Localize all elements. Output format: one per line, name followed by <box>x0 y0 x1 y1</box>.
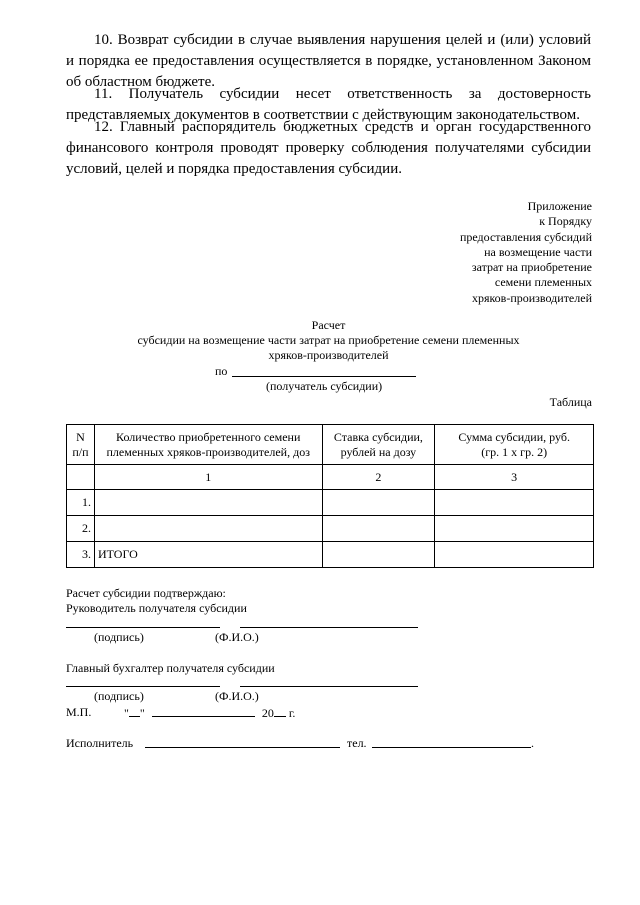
column-number-cell: 2 <box>322 465 435 490</box>
row-rate-cell[interactable] <box>322 516 435 542</box>
table-row-total <box>67 542 594 568</box>
head-fio-caption: (Ф.И.О.) <box>215 630 259 644</box>
paragraph-10: 10. Возврат субсидии в случае выявления нарушения целей и (или) условий и порядка ее предоставления осуществляется в порядке, установленном Законом об областном бюджете. <box>66 32 591 90</box>
paragraph-12: 12. Главный распорядитель бюджетных средств и орган государственного финансового контроля проводят проверку соблюдения получателями субсидии условий, целей и порядка предоставления субсидии. <box>66 119 591 177</box>
column-number-cell: 3 <box>435 465 594 490</box>
head-label: Руководитель получателя субсидии <box>66 601 247 615</box>
subsidy-table <box>66 424 594 568</box>
calc-subtitle-line1: субсидии на возмещение части затрат на приобретение семени племенных <box>137 333 520 347</box>
appendix-line: Приложение <box>527 199 592 213</box>
accountant-label: Главный бухгалтер получателя субсидии <box>66 661 275 675</box>
confirm-label: Расчет субсидии подтверждаю: <box>66 586 226 600</box>
header-cell-quantity: Количество приобретенного семени племенных хряков-производителей, доз <box>94 425 322 465</box>
po-label: по <box>215 364 228 378</box>
row-quantity-cell[interactable] <box>94 516 322 542</box>
header-cell-sum: Сумма субсидии, руб. (гр. 1 x гр. 2) <box>435 425 594 465</box>
date-day-field[interactable] <box>129 705 140 717</box>
column-number-cell <box>67 465 95 490</box>
head-fio-line[interactable] <box>240 627 418 628</box>
executor-label: Исполнитель <box>66 736 134 750</box>
table-row <box>67 516 594 542</box>
appendix-header <box>460 199 592 306</box>
accountant-fio-caption: (Ф.И.О.) <box>215 689 259 703</box>
header-cell-rate: Ставка субсидии, рублей на дозу <box>322 425 435 465</box>
table-header-row <box>67 425 594 465</box>
tel-label: тел. <box>347 736 367 750</box>
appendix-line: предоставления субсидий <box>459 229 592 244</box>
recipient-caption: (получатель субсидии) <box>266 379 383 393</box>
calc-subtitle-line2: хряков-производителей <box>268 348 389 362</box>
date-year-field[interactable] <box>274 705 286 717</box>
date-line: " " 20 г. <box>124 706 296 720</box>
row-number: 3. <box>67 542 95 568</box>
accountant-sign-caption: (подпись) <box>94 689 144 703</box>
column-number-row <box>67 465 594 490</box>
tel-field[interactable] <box>372 747 531 748</box>
table-row <box>67 490 594 516</box>
end-dot: . <box>531 736 534 750</box>
date-month-field[interactable] <box>152 705 255 717</box>
appendix-line: на возмещение части <box>484 244 592 259</box>
row-quantity-cell[interactable] <box>94 490 322 516</box>
row-sum-cell[interactable] <box>435 516 594 542</box>
accountant-fio-line[interactable] <box>240 686 418 687</box>
row-rate-cell[interactable] <box>322 490 435 516</box>
paragraph-11: 11. Получатель субсидии несет ответственность за достоверность представляемых документов в соответствии с действующим законодательством. <box>66 86 591 123</box>
row-total-label: ИТОГО <box>94 542 322 568</box>
table-label: Таблица <box>549 395 592 409</box>
row-sum-cell[interactable] <box>435 490 594 516</box>
stamp-place-label: М.П. <box>66 705 92 719</box>
appendix-line: семени племенных <box>494 275 592 290</box>
head-sign-caption: (подпись) <box>94 630 144 644</box>
row-number: 1. <box>67 490 95 516</box>
row-rate-cell[interactable] <box>322 542 435 568</box>
appendix-line: затрат на приобретение <box>471 260 592 275</box>
appendix-line: хряков-производителей <box>471 290 592 305</box>
accountant-signature-line[interactable] <box>66 686 220 687</box>
appendix-line: к Порядку <box>539 214 592 229</box>
row-sum-cell[interactable] <box>435 542 594 568</box>
row-number: 2. <box>67 516 95 542</box>
calc-title: Расчет <box>311 318 346 332</box>
column-number-cell: 1 <box>94 465 322 490</box>
head-signature-line[interactable] <box>66 627 220 628</box>
executor-field[interactable] <box>145 747 340 748</box>
recipient-line[interactable] <box>232 376 416 377</box>
header-cell-num: N п/п <box>67 425 95 465</box>
